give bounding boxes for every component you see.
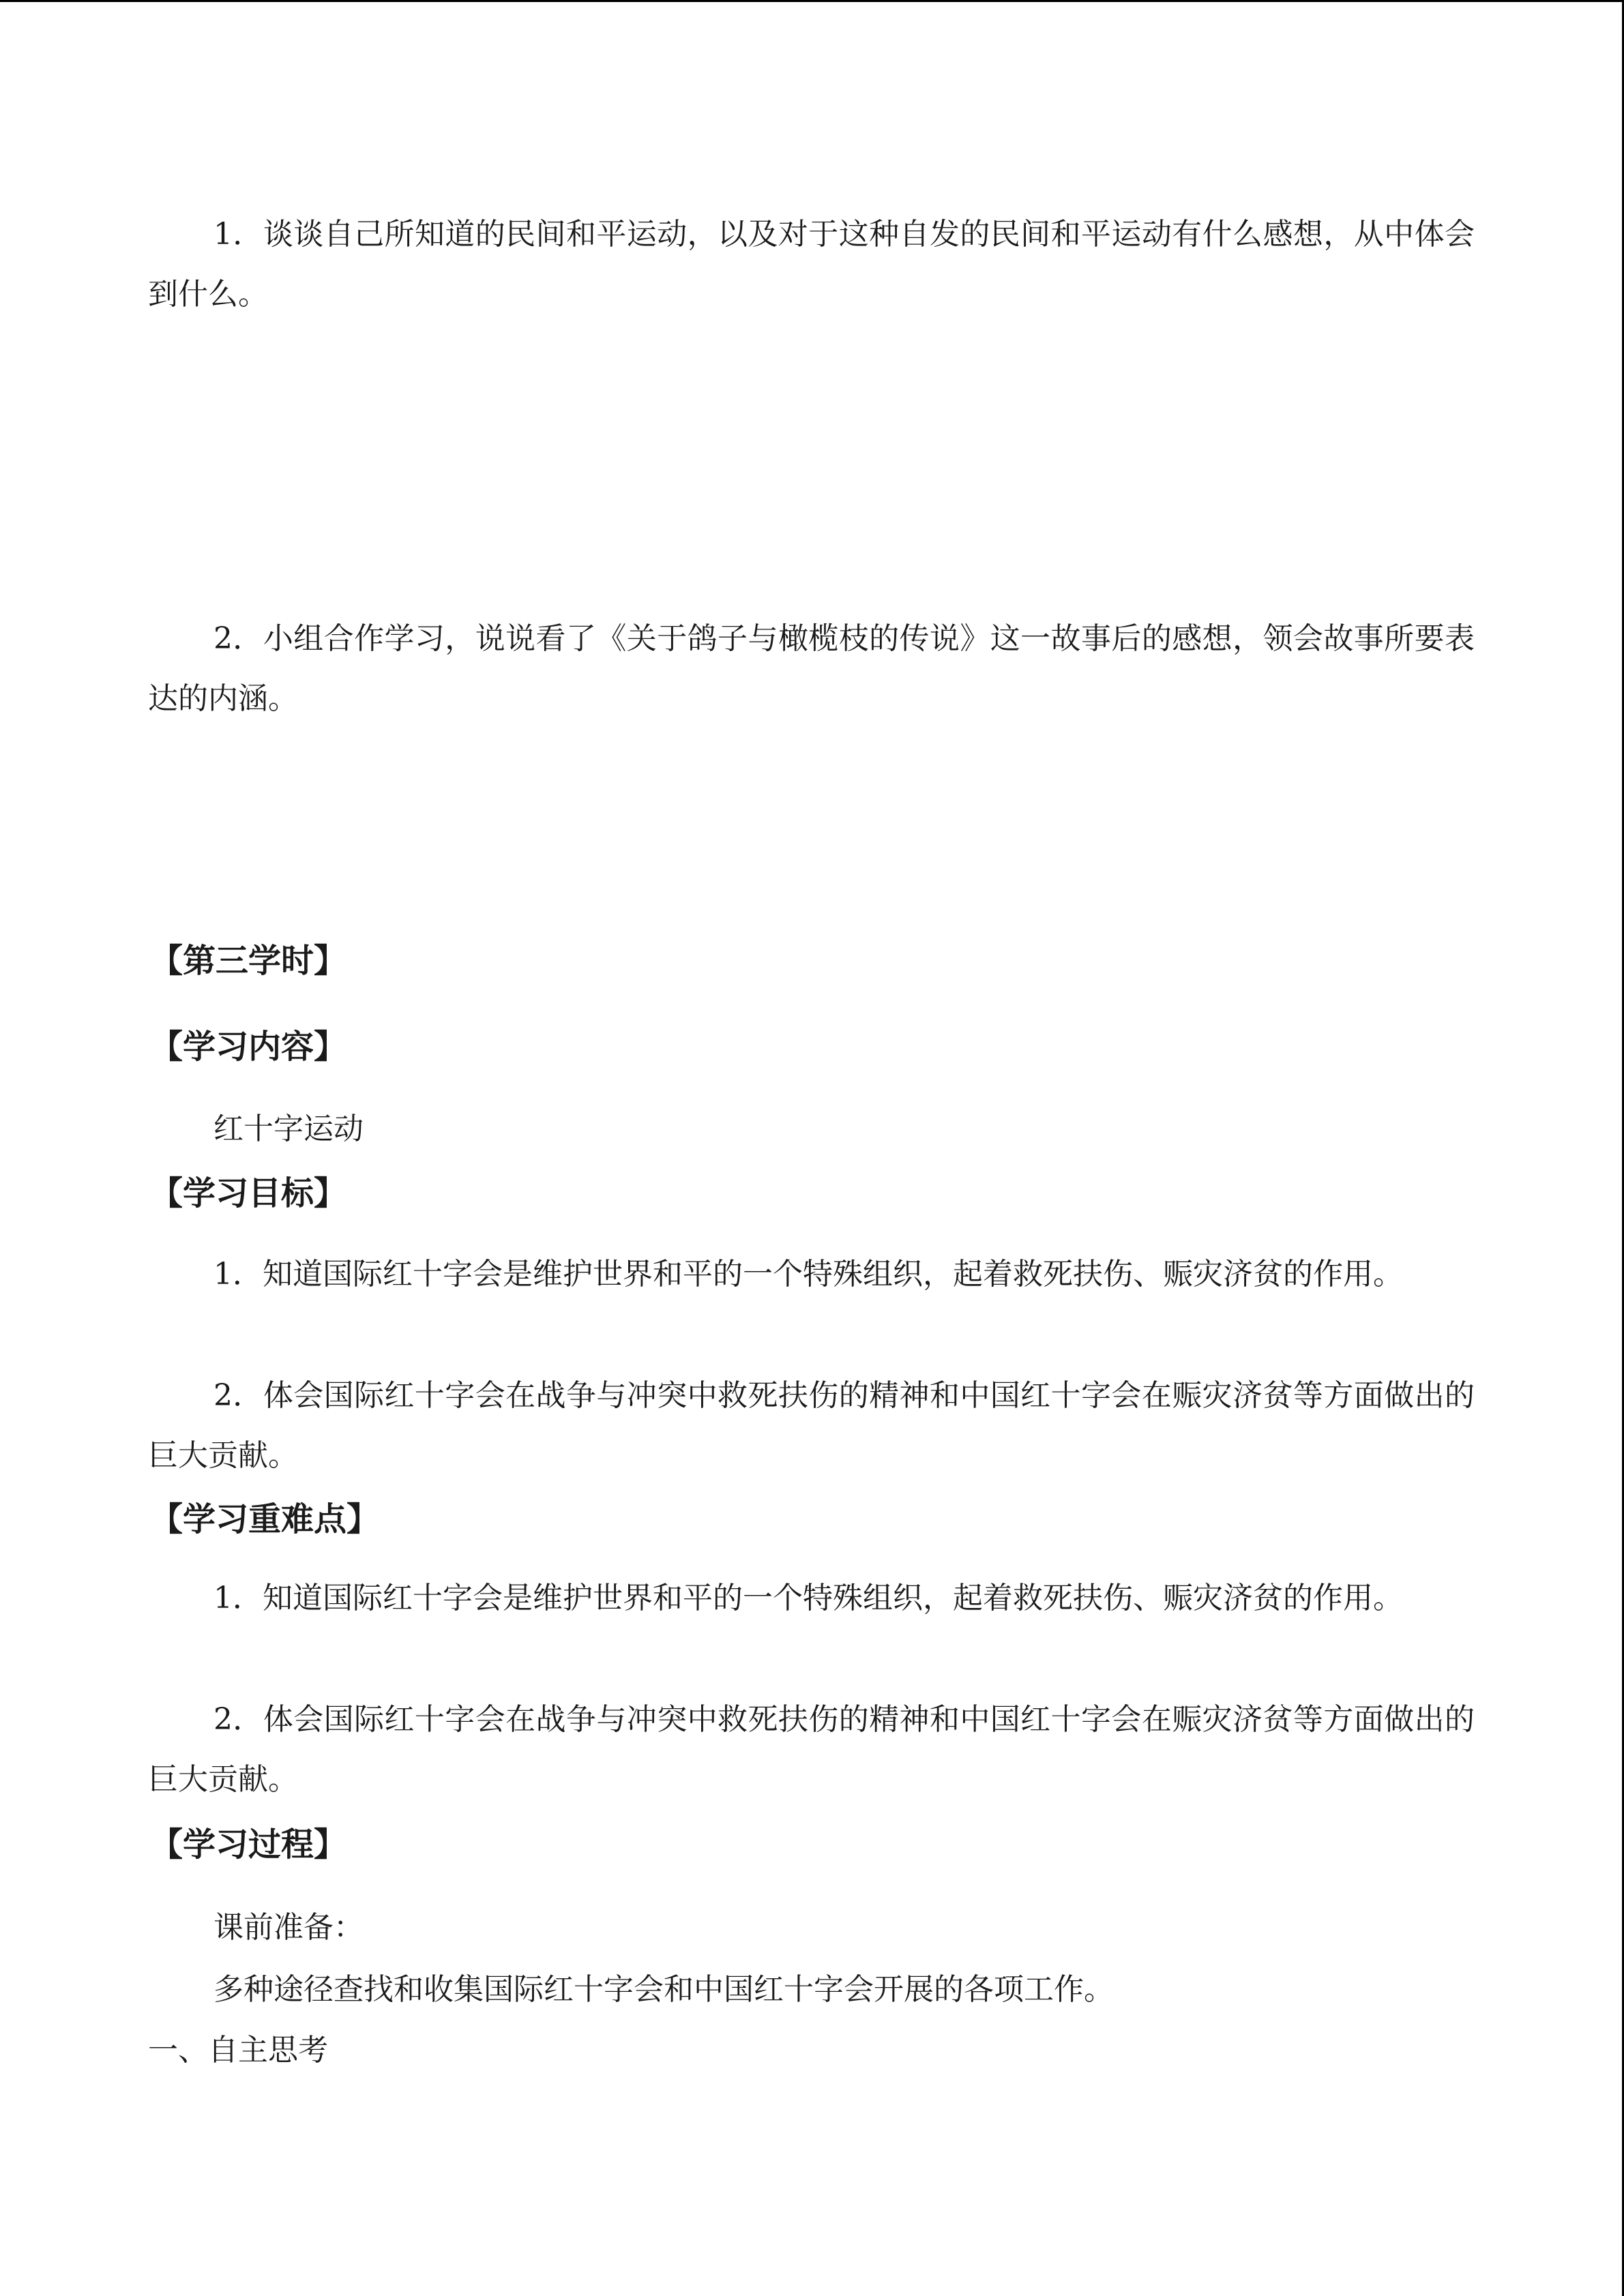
process-heading: 【学习过程】 <box>150 1825 347 1864</box>
key-point-1: 1．知道国际红十字会是维护世界和平的一个特殊组织，起着救死扶伤、赈灾济贫的作用。 <box>213 1581 1403 1615</box>
question-1: 1．谈谈自己所知道的民间和平运动，以及对于这种自发的民间和平运动有什么感想，从中体会到什么。 <box>148 217 1475 312</box>
question-2: 2．小组合作学习，说说看了《关于鸽子与橄榄枝的传说》这一故事后的感想，领会故事所要表达的内涵。 <box>148 621 1475 716</box>
content-text: 红十字运动 <box>213 1112 364 1146</box>
goal-2: 2．体会国际红十字会在战争与冲突中救死扶伤的精神和中国红十字会在赈灾济贫等方面做出的巨大贡献。 <box>148 1378 1475 1473</box>
key-points-heading: 【学习重难点】 <box>150 1500 380 1538</box>
step-1-heading: 一、自主思考 <box>148 2033 328 2068</box>
prep-text: 多种途径查找和收集国际红十字会和中国红十字会开展的各项工作。 <box>213 1972 1114 2007</box>
session-heading: 【第三学时】 <box>150 942 347 980</box>
goals-heading: 【学习目标】 <box>150 1174 347 1212</box>
content-heading: 【学习内容】 <box>150 1028 347 1066</box>
page-border-top <box>0 0 1624 2</box>
goal-1: 1．知道国际红十字会是维护世界和平的一个特殊组织，起着救死扶伤、赈灾济贫的作用。 <box>213 1257 1403 1292</box>
key-point-2: 2．体会国际红十字会在战争与冲突中救死扶伤的精神和中国红十字会在赈灾济贫等方面做出的巨大贡献。 <box>148 1702 1475 1797</box>
prep-label: 课前准备： <box>213 1910 364 1945</box>
